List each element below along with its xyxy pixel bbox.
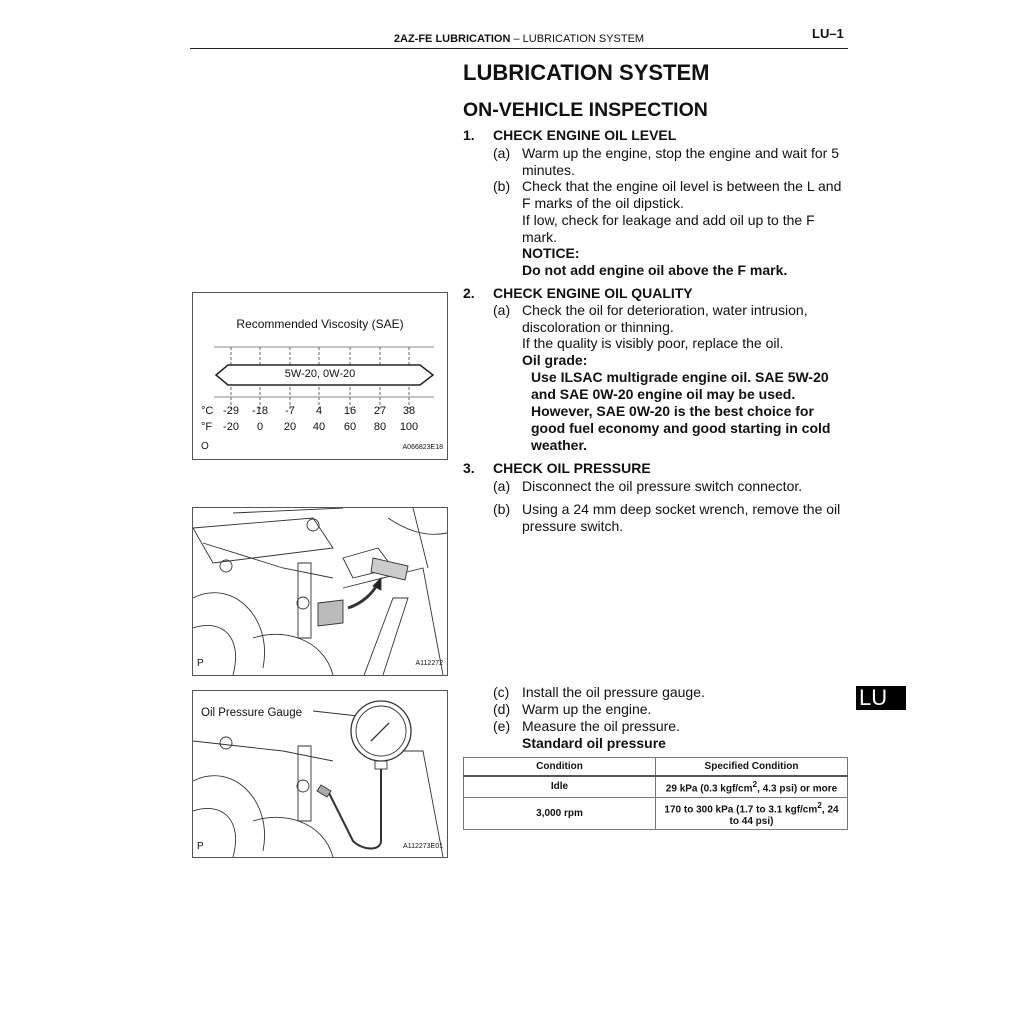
fahrenheit-tick: 100 <box>399 421 419 433</box>
fahrenheit-tick: 40 <box>312 421 326 433</box>
page-title: LUBRICATION SYSTEM <box>463 60 710 85</box>
celsius-tick: -29 <box>223 405 239 417</box>
notice-label: NOTICE: <box>522 245 580 261</box>
section-title: ON-VEHICLE INSPECTION <box>463 99 708 121</box>
celsius-tick: 38 <box>402 405 416 417</box>
table-header: Condition <box>464 758 656 776</box>
celsius-tick: 4 <box>315 405 323 417</box>
band-label: 5W-20, 0W-20 <box>284 368 356 380</box>
fahrenheit-unit: °F <box>201 421 213 433</box>
notice-text: Do not add engine oil above the F mark. <box>522 262 788 278</box>
corner-mark: P <box>197 841 204 852</box>
table-header-row <box>464 758 848 776</box>
table-cell: 170 to 300 kPa (1.7 to 3.1 kgf/$cm^2$, 24 to 44 psi) <box>656 798 848 830</box>
engine-illustration <box>193 508 447 675</box>
step-2a: (a) Check the oil for deterioration, water intrusion, discoloration or thinning. <box>493 302 808 335</box>
table-header: Specified Condition <box>656 758 848 776</box>
standard-label: Standard oil pressure <box>522 735 666 751</box>
running-header: 2AZ-FE LUBRICATION – LUBRICATION SYSTEM <box>393 33 645 45</box>
celsius-tick: 27 <box>373 405 387 417</box>
switch-removal-figure <box>192 507 448 676</box>
celsius-unit: °C <box>201 405 214 417</box>
table-cell: 29 kPa (0.3 kgf/$cm^2$, 4.3 psi) or more <box>656 776 848 798</box>
step-3a: (a) Disconnect the oil pressure switch connector. <box>493 478 803 494</box>
page-number: LU–1 <box>812 26 844 41</box>
chart-title: Recommended Viscosity (SAE) <box>236 317 404 331</box>
fahrenheit-tick: 60 <box>343 421 357 433</box>
table-row <box>464 798 848 830</box>
step-3e: (e) Measure the oil pressure. <box>493 718 680 734</box>
table-cell: Idle <box>464 776 656 798</box>
celsius-tick: 16 <box>343 405 357 417</box>
table-row <box>464 776 848 798</box>
section-tab: LU <box>856 686 906 710</box>
fahrenheit-tick: 80 <box>373 421 387 433</box>
step-3c: (c) Install the oil pressure gauge. <box>493 684 705 700</box>
step-2a-extra: If the quality is visibly poor, replace the oil. <box>522 335 784 351</box>
fahrenheit-tick: -20 <box>223 421 239 433</box>
oil-grade-text: Use ILSAC multigrade engine oil. SAE 5W-20 and SAE 0W-20 engine oil may be used. However, SAE 0W-20 is the best choice for good fuel economy and good starting in cold weather. <box>531 369 831 453</box>
celsius-tick: -18 <box>252 405 268 417</box>
oil-pressure-table <box>463 757 848 830</box>
corner-mark: P <box>197 658 204 669</box>
gauge-label: Oil Pressure Gauge <box>201 707 302 719</box>
step-3d: (d) Warm up the engine. <box>493 701 652 717</box>
figure-code: A066823E18 <box>402 444 443 451</box>
oil-grade-label: Oil grade: <box>522 352 588 368</box>
corner-mark: O <box>201 441 209 452</box>
header-rule <box>190 48 848 49</box>
fahrenheit-tick: 20 <box>283 421 297 433</box>
step-1b: (b) Check that the engine oil level is between the L and F marks of the oil dipstick. <box>493 178 842 211</box>
step-1a: (a) Warm up the engine, stop the engine and wait for 5 minutes. <box>493 145 840 178</box>
step-1b-extra: If low, check for leakage and add oil up to the F mark. <box>522 212 815 245</box>
viscosity-figure <box>192 292 448 460</box>
step-3b: (b) Using a 24 mm deep socket wrench, remove the oil pressure switch. <box>493 501 841 534</box>
table-cell: 3,000 rpm <box>464 798 656 830</box>
figure-code: A112272 <box>415 660 443 667</box>
celsius-tick: -7 <box>285 405 295 417</box>
fahrenheit-tick: 0 <box>256 421 264 433</box>
gauge-figure <box>192 690 448 858</box>
figure-code: A112273E01 <box>403 843 443 850</box>
